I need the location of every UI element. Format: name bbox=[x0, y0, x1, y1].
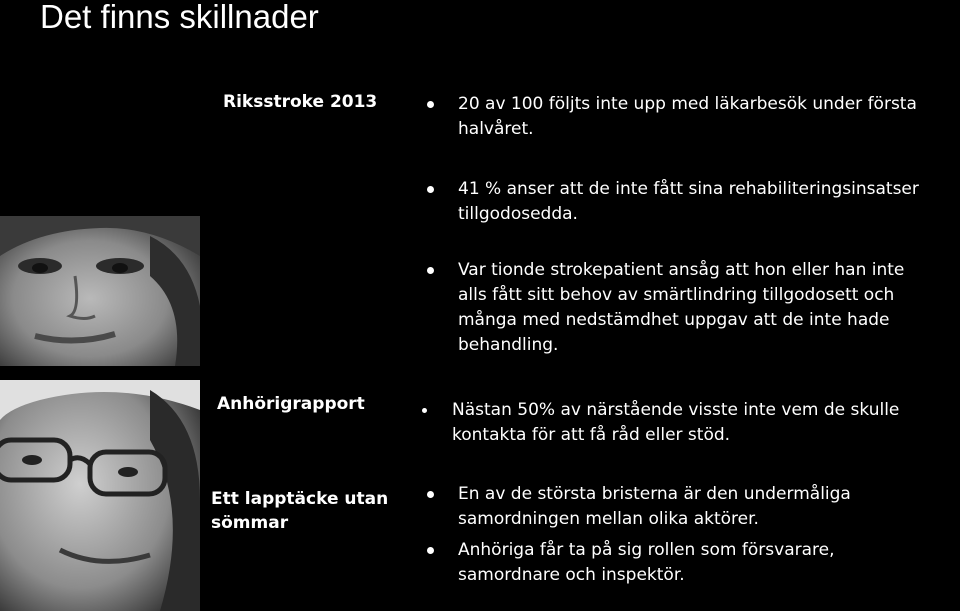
bullet-text: Nästan 50% av närstående visste inte vem de skulle kontakta för att få råd eller stöd. bbox=[452, 400, 900, 445]
bullet-dot-icon bbox=[427, 267, 434, 274]
bullet-item bbox=[458, 538, 928, 588]
bullet-dot-icon bbox=[427, 491, 434, 498]
bullet-text: Var tionde strokepatient ansåg att hon eller han inte alls fått sitt behov av smärtlindring tillgodosett och många med nedstämdhet uppgav att de inte hade behandling. bbox=[458, 260, 905, 355]
bullet-text: Anhöriga får ta på sig rollen som försvarare, samordnare och inspektör. bbox=[458, 540, 835, 585]
bullet-text: En av de största bristerna är den undermåliga samordningen mellan olika aktörer. bbox=[458, 484, 851, 529]
bullet-item bbox=[458, 258, 938, 358]
label-anhorigrapport: Anhörigrapport bbox=[217, 394, 365, 414]
bullet-text: 20 av 100 följts inte upp med läkarbesök under första halvåret. bbox=[458, 94, 917, 139]
bullet-item bbox=[458, 92, 960, 142]
label-riksstroke: Riksstroke 2013 bbox=[223, 92, 378, 112]
slide-title: Det finns skillnader bbox=[40, 0, 319, 35]
portrait-woman-photo bbox=[0, 216, 200, 366]
bullet-dot-icon bbox=[427, 186, 434, 193]
bullet-text: 41 % anser att de inte fått sina rehabiliteringsinsatser tillgodosedda. bbox=[458, 179, 919, 224]
bullet-dot-icon bbox=[422, 408, 427, 413]
bullet-item bbox=[458, 177, 960, 227]
bullet-dot-icon bbox=[427, 101, 434, 108]
portrait-man-photo bbox=[0, 380, 200, 611]
bullet-dot-icon bbox=[427, 547, 434, 554]
bullet-item bbox=[458, 482, 928, 532]
label-lapptacke: Ett lapptäcke utan sömmar bbox=[211, 489, 389, 533]
bullet-item bbox=[452, 398, 952, 448]
